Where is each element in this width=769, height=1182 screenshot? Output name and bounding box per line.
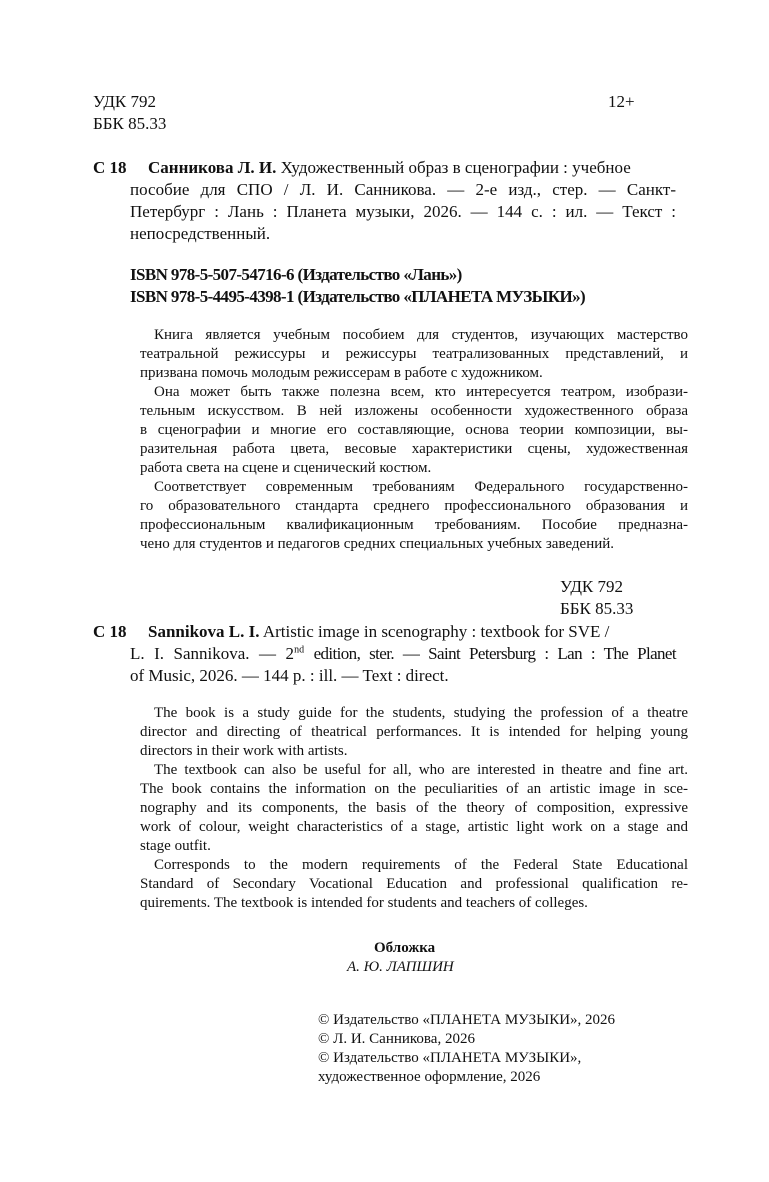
ru-entry-title-line: Художественный образ в сценографии : учебное bbox=[280, 158, 631, 177]
abstract-line: The book contains the information on the peculiarities of an artistic image in sce- bbox=[140, 781, 688, 797]
abstract-line: director and directing of theatrical performances. It is intended for helping young bbox=[140, 724, 688, 740]
abstract-line: The textbook can also be useful for all, who are interested in theatre and fine art. bbox=[154, 762, 688, 778]
abstract-line: work of colour, weight characteristics of a stage, artistic light work on a stage and bbox=[140, 819, 688, 835]
en-entry-title-line: Artistic image in scenography : textbook for SVE / bbox=[262, 622, 610, 641]
en-abstract bbox=[140, 704, 688, 913]
en-entry-line2-b: edition, ster. — Saint Petersburg : Lan : The Planet bbox=[313, 644, 676, 663]
en-entry-code: С 18 bbox=[93, 622, 127, 641]
en-entry-line2-a: L. I. Sannikova. — 2 bbox=[130, 644, 295, 663]
ru-entry-line: Петербург : Лань : Планета музыки, 2026. — 144 с. : ил. — Текст : bbox=[130, 202, 676, 221]
abstract-line: Corresponds to the modern requirements of the Federal State Educational bbox=[154, 857, 688, 873]
copyright-block bbox=[318, 1011, 678, 1087]
ru-entry-line: пособие для СПО / Л. И. Санникова. — 2-е изд., стер. — Санкт- bbox=[130, 180, 676, 199]
copyright-line: художественное оформление, 2026 bbox=[318, 1069, 541, 1085]
abstract-line: nography and its components, the basis of the theory of composition, expressive bbox=[140, 800, 688, 816]
cover-artist: А. Ю. ЛАПШИН bbox=[347, 959, 454, 975]
abstract-line: работа света на сцене и сценический костюм. bbox=[140, 460, 432, 476]
ru-entry-line: непосредственный. bbox=[130, 224, 271, 243]
en-entry-sup: nd bbox=[294, 644, 305, 656]
abstract-line: чено для студентов и педагогов средних специальных учебных заведений. bbox=[140, 536, 615, 552]
en-entry-line bbox=[130, 643, 676, 665]
bbk-header: ББК 85.33 bbox=[93, 114, 167, 133]
bbk-en: ББК 85.33 bbox=[560, 599, 634, 618]
copyright-line: © Издательство «ПЛАНЕТА МУЗЫКИ», 2026 bbox=[318, 1012, 616, 1028]
abstract-line: Она может быть также полезна всем, кто интересуется театром, изобрази- bbox=[154, 384, 688, 400]
isbn-lan: ISBN 978-5-507-54716-6 (Издательство «Лань») bbox=[130, 265, 462, 284]
abstract-line: профессиональным квалификационным требованиям. Пособие предназна- bbox=[140, 517, 688, 533]
abstract-line: го образовательного стандарта среднего профессионального образования и bbox=[140, 498, 688, 514]
abstract-line: The book is a study guide for the students, studying the profession of a theatre bbox=[154, 705, 688, 721]
abstract-line: directors in their work with artists. bbox=[140, 743, 348, 759]
abstract-line: в сценографии и многие его составляющие, основа теории композиции, вы- bbox=[140, 422, 688, 438]
ru-entry-author: Санникова Л. И. bbox=[148, 158, 277, 177]
udk-en: УДК 792 bbox=[560, 577, 624, 596]
copyright-line: © Издательство «ПЛАНЕТА МУЗЫКИ», bbox=[318, 1050, 582, 1066]
udk-header: УДК 792 bbox=[93, 92, 157, 111]
age-rating: 12+ bbox=[608, 92, 635, 111]
abstract-line: Соответствует современным требованиям Федерального государственно- bbox=[154, 479, 688, 495]
en-entry-line: of Music, 2026. — 144 p. : ill. — Text : direct. bbox=[130, 666, 449, 685]
abstract-line: Книга является учебным пособием для студентов, изучающих мастерство bbox=[154, 327, 688, 343]
ru-abstract bbox=[140, 326, 688, 554]
isbn-planeta: ISBN 978-5-4495-4398-1 (Издательство «ПЛАНЕТА МУЗЫКИ») bbox=[130, 287, 586, 306]
en-entry-first-line bbox=[148, 621, 676, 643]
en-entry-author: Sannikova L. I. bbox=[148, 622, 260, 641]
abstract-line: Standard of Secondary Vocational Education and professional qualification re- bbox=[140, 876, 688, 892]
ru-entry-code: С 18 bbox=[93, 158, 127, 177]
ru-entry-first-line bbox=[148, 157, 676, 179]
abstract-line: quirements. The textbook is intended for students and teachers of colleges. bbox=[140, 895, 588, 911]
abstract-line: разительная работа цвета, весовые характеристики сцены, художественная bbox=[140, 441, 688, 457]
abstract-line: тельным искусством. В ней изложены особенности художественного образа bbox=[140, 403, 688, 419]
cover-label: Обложка bbox=[374, 940, 436, 956]
abstract-line: призвана помочь молодым режиссерам в работе с художником. bbox=[140, 365, 543, 381]
abstract-line: театральной режиссуры и режиссуры театрализованных представлений, и bbox=[140, 346, 688, 362]
abstract-line: stage outfit. bbox=[140, 838, 211, 854]
copyright-line: © Л. И. Санникова, 2026 bbox=[318, 1031, 475, 1047]
